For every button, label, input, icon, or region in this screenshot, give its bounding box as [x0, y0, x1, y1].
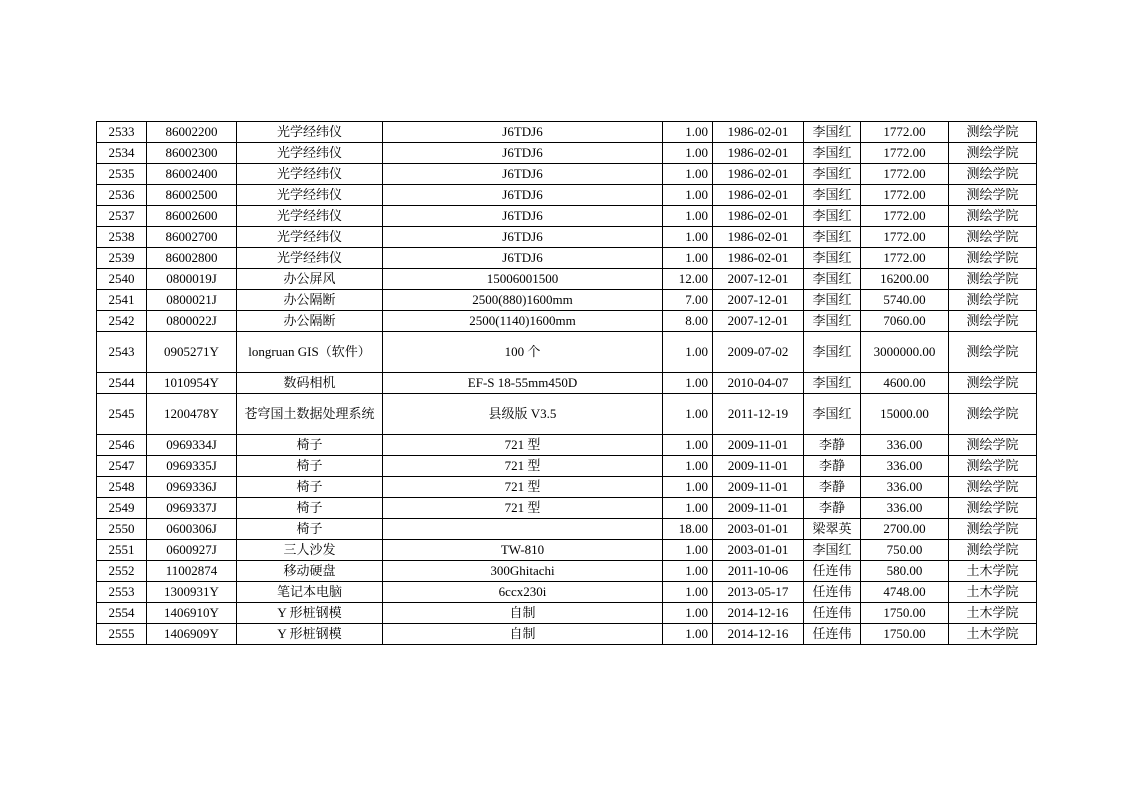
department-cell: 测绘学院 — [949, 498, 1037, 519]
custodian-cell: 李国红 — [804, 373, 861, 394]
custodian-cell: 李国红 — [804, 122, 861, 143]
quantity-cell: 1.00 — [663, 122, 713, 143]
asset-code-cell: 86002700 — [147, 227, 237, 248]
row-number-cell: 2540 — [97, 269, 147, 290]
spec-model-cell — [383, 519, 663, 540]
quantity-cell: 1.00 — [663, 185, 713, 206]
asset-code-cell: 86002800 — [147, 248, 237, 269]
custodian-cell: 任连伟 — [804, 582, 861, 603]
date-cell: 1986-02-01 — [713, 122, 804, 143]
amount-cell: 336.00 — [861, 477, 949, 498]
table-row — [97, 185, 1037, 206]
spec-model-cell: 15006001500 — [383, 269, 663, 290]
quantity-cell: 1.00 — [663, 227, 713, 248]
spec-model-cell: 721 型 — [383, 498, 663, 519]
date-cell: 2009-07-02 — [713, 332, 804, 373]
amount-cell: 1750.00 — [861, 603, 949, 624]
amount-cell: 1772.00 — [861, 164, 949, 185]
asset-code-cell: 86002500 — [147, 185, 237, 206]
asset-name-cell: 光学经纬仪 — [237, 206, 383, 227]
asset-name-cell: Y 形桩钢模 — [237, 603, 383, 624]
quantity-cell: 1.00 — [663, 624, 713, 645]
spec-model-cell: 6ccx230i — [383, 582, 663, 603]
date-cell: 1986-02-01 — [713, 164, 804, 185]
date-cell: 2007-12-01 — [713, 269, 804, 290]
row-number-cell: 2548 — [97, 477, 147, 498]
table-row — [97, 311, 1037, 332]
quantity-cell: 12.00 — [663, 269, 713, 290]
table-row — [97, 498, 1037, 519]
department-cell: 测绘学院 — [949, 206, 1037, 227]
asset-code-cell: 86002400 — [147, 164, 237, 185]
spec-model-cell: J6TDJ6 — [383, 227, 663, 248]
department-cell: 测绘学院 — [949, 164, 1037, 185]
row-number-cell: 2555 — [97, 624, 147, 645]
asset-name-cell: 办公隔断 — [237, 311, 383, 332]
spec-model-cell: J6TDJ6 — [383, 164, 663, 185]
row-number-cell: 2543 — [97, 332, 147, 373]
asset-code-cell: 86002300 — [147, 143, 237, 164]
asset-name-cell: 光学经纬仪 — [237, 185, 383, 206]
asset-name-cell: 椅子 — [237, 498, 383, 519]
amount-cell: 5740.00 — [861, 290, 949, 311]
quantity-cell: 1.00 — [663, 373, 713, 394]
row-number-cell: 2546 — [97, 435, 147, 456]
amount-cell: 580.00 — [861, 561, 949, 582]
amount-cell: 336.00 — [861, 498, 949, 519]
asset-name-cell: 椅子 — [237, 435, 383, 456]
department-cell: 测绘学院 — [949, 332, 1037, 373]
asset-code-cell: 0800022J — [147, 311, 237, 332]
asset-code-cell: 1200478Y — [147, 394, 237, 435]
asset-name-cell: 移动硬盘 — [237, 561, 383, 582]
spec-model-cell: J6TDJ6 — [383, 185, 663, 206]
asset-code-cell: 1406909Y — [147, 624, 237, 645]
asset-code-cell: 0969334J — [147, 435, 237, 456]
spec-model-cell: 2500(880)1600mm — [383, 290, 663, 311]
amount-cell: 1772.00 — [861, 206, 949, 227]
row-number-cell: 2538 — [97, 227, 147, 248]
amount-cell: 336.00 — [861, 435, 949, 456]
asset-code-cell: 0905271Y — [147, 332, 237, 373]
spec-model-cell: 721 型 — [383, 435, 663, 456]
row-number-cell: 2554 — [97, 603, 147, 624]
custodian-cell: 李国红 — [804, 394, 861, 435]
date-cell: 2014-12-16 — [713, 603, 804, 624]
date-cell: 2009-11-01 — [713, 435, 804, 456]
table-row — [97, 603, 1037, 624]
row-number-cell: 2544 — [97, 373, 147, 394]
spec-model-cell: J6TDJ6 — [383, 143, 663, 164]
asset-name-cell: 椅子 — [237, 519, 383, 540]
custodian-cell: 李静 — [804, 435, 861, 456]
date-cell: 1986-02-01 — [713, 143, 804, 164]
asset-code-cell: 0969337J — [147, 498, 237, 519]
date-cell: 2014-12-16 — [713, 624, 804, 645]
table-row — [97, 269, 1037, 290]
row-number-cell: 2545 — [97, 394, 147, 435]
department-cell: 测绘学院 — [949, 519, 1037, 540]
department-cell: 测绘学院 — [949, 290, 1037, 311]
amount-cell: 4600.00 — [861, 373, 949, 394]
asset-name-cell: 苍穹国土数据处理系统 — [237, 394, 383, 435]
row-number-cell: 2551 — [97, 540, 147, 561]
asset-name-cell: 三人沙发 — [237, 540, 383, 561]
quantity-cell: 1.00 — [663, 456, 713, 477]
row-number-cell: 2541 — [97, 290, 147, 311]
date-cell: 2009-11-01 — [713, 477, 804, 498]
quantity-cell: 18.00 — [663, 519, 713, 540]
asset-name-cell: 办公屏风 — [237, 269, 383, 290]
asset-name-cell: longruan GIS（软件） — [237, 332, 383, 373]
department-cell: 测绘学院 — [949, 269, 1037, 290]
custodian-cell: 李静 — [804, 456, 861, 477]
date-cell: 2009-11-01 — [713, 456, 804, 477]
row-number-cell: 2547 — [97, 456, 147, 477]
amount-cell: 4748.00 — [861, 582, 949, 603]
custodian-cell: 李国红 — [804, 290, 861, 311]
quantity-cell: 1.00 — [663, 332, 713, 373]
amount-cell: 16200.00 — [861, 269, 949, 290]
date-cell: 1986-02-01 — [713, 206, 804, 227]
date-cell: 2009-11-01 — [713, 498, 804, 519]
asset-code-cell: 0800021J — [147, 290, 237, 311]
custodian-cell: 李国红 — [804, 185, 861, 206]
asset-code-cell: 1010954Y — [147, 373, 237, 394]
custodian-cell: 任连伟 — [804, 603, 861, 624]
department-cell: 测绘学院 — [949, 435, 1037, 456]
custodian-cell: 李国红 — [804, 164, 861, 185]
date-cell: 1986-02-01 — [713, 185, 804, 206]
amount-cell: 1772.00 — [861, 248, 949, 269]
asset-code-cell: 0969335J — [147, 456, 237, 477]
asset-name-cell: 笔记本电脑 — [237, 582, 383, 603]
row-number-cell: 2535 — [97, 164, 147, 185]
department-cell: 测绘学院 — [949, 540, 1037, 561]
row-number-cell: 2549 — [97, 498, 147, 519]
asset-code-cell: 0600306J — [147, 519, 237, 540]
spec-model-cell: EF-S 18-55mm450D — [383, 373, 663, 394]
table-row — [97, 435, 1037, 456]
department-cell: 土木学院 — [949, 603, 1037, 624]
spec-model-cell: 300Ghitachi — [383, 561, 663, 582]
amount-cell: 2700.00 — [861, 519, 949, 540]
department-cell: 测绘学院 — [949, 311, 1037, 332]
date-cell: 1986-02-01 — [713, 227, 804, 248]
table-row — [97, 582, 1037, 603]
spec-model-cell: 721 型 — [383, 456, 663, 477]
department-cell: 测绘学院 — [949, 227, 1037, 248]
date-cell: 2003-01-01 — [713, 519, 804, 540]
table-row — [97, 624, 1037, 645]
asset-name-cell: 办公隔断 — [237, 290, 383, 311]
custodian-cell: 李国红 — [804, 269, 861, 290]
custodian-cell: 李国红 — [804, 206, 861, 227]
asset-code-cell: 0969336J — [147, 477, 237, 498]
amount-cell: 1772.00 — [861, 227, 949, 248]
table-row — [97, 290, 1037, 311]
quantity-cell: 1.00 — [663, 435, 713, 456]
date-cell: 1986-02-01 — [713, 248, 804, 269]
spec-model-cell: 721 型 — [383, 477, 663, 498]
custodian-cell: 李静 — [804, 498, 861, 519]
custodian-cell: 李国红 — [804, 227, 861, 248]
row-number-cell: 2550 — [97, 519, 147, 540]
table-row — [97, 164, 1037, 185]
table-row — [97, 394, 1037, 435]
asset-table-body — [97, 122, 1037, 645]
row-number-cell: 2539 — [97, 248, 147, 269]
spec-model-cell: 自制 — [383, 624, 663, 645]
spec-model-cell: 自制 — [383, 603, 663, 624]
department-cell: 测绘学院 — [949, 373, 1037, 394]
department-cell: 测绘学院 — [949, 185, 1037, 206]
asset-name-cell: 椅子 — [237, 456, 383, 477]
table-row — [97, 206, 1037, 227]
quantity-cell: 1.00 — [663, 540, 713, 561]
amount-cell: 3000000.00 — [861, 332, 949, 373]
department-cell: 测绘学院 — [949, 477, 1037, 498]
asset-code-cell: 86002200 — [147, 122, 237, 143]
amount-cell: 1750.00 — [861, 624, 949, 645]
table-row — [97, 332, 1037, 373]
table-row — [97, 456, 1037, 477]
department-cell: 测绘学院 — [949, 143, 1037, 164]
row-number-cell: 2536 — [97, 185, 147, 206]
quantity-cell: 1.00 — [663, 498, 713, 519]
date-cell: 2007-12-01 — [713, 290, 804, 311]
asset-name-cell: 光学经纬仪 — [237, 227, 383, 248]
quantity-cell: 1.00 — [663, 143, 713, 164]
spec-model-cell: 100 个 — [383, 332, 663, 373]
amount-cell: 336.00 — [861, 456, 949, 477]
amount-cell: 750.00 — [861, 540, 949, 561]
custodian-cell: 李国红 — [804, 248, 861, 269]
row-number-cell: 2542 — [97, 311, 147, 332]
date-cell: 2011-10-06 — [713, 561, 804, 582]
spec-model-cell: 县级版 V3.5 — [383, 394, 663, 435]
asset-name-cell: Y 形桩钢模 — [237, 624, 383, 645]
table-row — [97, 143, 1037, 164]
table-row — [97, 561, 1037, 582]
custodian-cell: 李国红 — [804, 332, 861, 373]
row-number-cell: 2534 — [97, 143, 147, 164]
asset-name-cell: 光学经纬仪 — [237, 164, 383, 185]
table-row — [97, 373, 1037, 394]
department-cell: 测绘学院 — [949, 456, 1037, 477]
asset-name-cell: 光学经纬仪 — [237, 143, 383, 164]
custodian-cell: 梁翠英 — [804, 519, 861, 540]
amount-cell: 1772.00 — [861, 143, 949, 164]
custodian-cell: 李国红 — [804, 540, 861, 561]
department-cell: 测绘学院 — [949, 122, 1037, 143]
asset-name-cell: 光学经纬仪 — [237, 248, 383, 269]
row-number-cell: 2537 — [97, 206, 147, 227]
asset-code-cell: 11002874 — [147, 561, 237, 582]
asset-name-cell: 椅子 — [237, 477, 383, 498]
amount-cell: 1772.00 — [861, 185, 949, 206]
custodian-cell: 李国红 — [804, 143, 861, 164]
table-row — [97, 519, 1037, 540]
quantity-cell: 1.00 — [663, 561, 713, 582]
asset-name-cell: 光学经纬仪 — [237, 122, 383, 143]
row-number-cell: 2553 — [97, 582, 147, 603]
quantity-cell: 1.00 — [663, 394, 713, 435]
spec-model-cell: J6TDJ6 — [383, 206, 663, 227]
asset-code-cell: 86002600 — [147, 206, 237, 227]
date-cell: 2007-12-01 — [713, 311, 804, 332]
table-row — [97, 477, 1037, 498]
spec-model-cell: J6TDJ6 — [383, 122, 663, 143]
quantity-cell: 1.00 — [663, 248, 713, 269]
amount-cell: 1772.00 — [861, 122, 949, 143]
spec-model-cell: 2500(1140)1600mm — [383, 311, 663, 332]
custodian-cell: 任连伟 — [804, 561, 861, 582]
table-row — [97, 540, 1037, 561]
spec-model-cell: J6TDJ6 — [383, 248, 663, 269]
quantity-cell: 1.00 — [663, 582, 713, 603]
table-row — [97, 248, 1037, 269]
row-number-cell: 2552 — [97, 561, 147, 582]
asset-name-cell: 数码相机 — [237, 373, 383, 394]
quantity-cell: 1.00 — [663, 477, 713, 498]
department-cell: 土木学院 — [949, 624, 1037, 645]
row-number-cell: 2533 — [97, 122, 147, 143]
table-row — [97, 227, 1037, 248]
date-cell: 2011-12-19 — [713, 394, 804, 435]
asset-table — [96, 121, 1037, 645]
asset-code-cell: 0600927J — [147, 540, 237, 561]
asset-code-cell: 0800019J — [147, 269, 237, 290]
custodian-cell: 任连伟 — [804, 624, 861, 645]
asset-code-cell: 1406910Y — [147, 603, 237, 624]
table-row — [97, 122, 1037, 143]
spec-model-cell: TW-810 — [383, 540, 663, 561]
quantity-cell: 1.00 — [663, 206, 713, 227]
amount-cell: 15000.00 — [861, 394, 949, 435]
date-cell: 2013-05-17 — [713, 582, 804, 603]
amount-cell: 7060.00 — [861, 311, 949, 332]
date-cell: 2010-04-07 — [713, 373, 804, 394]
custodian-cell: 李国红 — [804, 311, 861, 332]
quantity-cell: 1.00 — [663, 603, 713, 624]
quantity-cell: 8.00 — [663, 311, 713, 332]
department-cell: 测绘学院 — [949, 394, 1037, 435]
department-cell: 土木学院 — [949, 561, 1037, 582]
department-cell: 测绘学院 — [949, 248, 1037, 269]
asset-code-cell: 1300931Y — [147, 582, 237, 603]
quantity-cell: 1.00 — [663, 164, 713, 185]
quantity-cell: 7.00 — [663, 290, 713, 311]
department-cell: 土木学院 — [949, 582, 1037, 603]
date-cell: 2003-01-01 — [713, 540, 804, 561]
custodian-cell: 李静 — [804, 477, 861, 498]
